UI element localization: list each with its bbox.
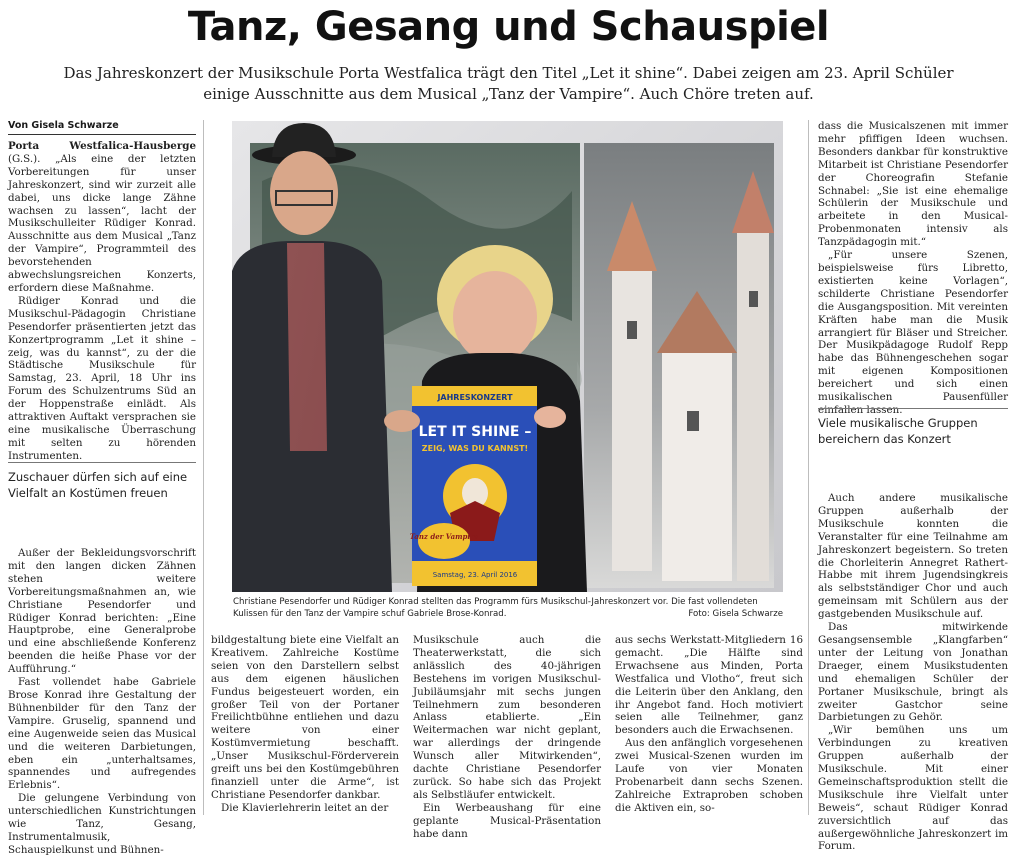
photo-illustration bbox=[232, 121, 783, 592]
article-paragraph: „Für unsere Szenen, beispielsweise fürs Libretto, existierten keine Vorlagen“, schilderte Christiane Pesendorfer die Ausgangsposition. Mit vereinten Kräften habe man die Musik arrangiert für Bläser und Streicher. Der Musikpädagoge Rudolf Repp habe das Bühnengeschehen sogar mit eigenen Kompositionen bereichert und sich einen musikalischen Pausenfüller einfallen lassen. bbox=[818, 249, 1008, 416]
article-paragraph: Rüdiger Konrad und die Musikschul-Pädagogin Christiane Pesendorfer präsentierten jetzt das Konzertprogramm „Let it shine – zeig, was du kannst“, zu der die Städtische Musikschule für Samstag, 23. April, 18 Uhr ins Forum des Schulzentrums Süd an der Hoppenstraße einlädt. Als attraktiven Auftakt versprachen sie eine musikalische Überraschung mit selten zu hörenden Instrumenten. bbox=[8, 294, 196, 462]
article-paragraph: Außer der Bekleidungsvorschrift mit den langen dicken Zähnen stehen weitere Vorbereitungsmaßnahmen an, wie Christiane Pesendorfer und Rüdiger Konrad berichten: „Eine Hauptprobe, eine Generalprobe und eine abschließende Konferenz beenden die heiße Phase vor der Aufführung.“ bbox=[8, 547, 196, 676]
article-paragraph: bildgestaltung biete eine Vielfalt an Kreativem. Zahlreiche Kostüme seien von den Darstellern selbst aus dem eigenen häuslichen Fundus beigesteuert worden, ein großer Teil von der Portaner Freilichtbühne entliehen und dazu weitere von einer Kostümvermietung beschafft. „Unser Musikschul-Förderverein greift uns bei den Kostümgebühren finanziell unter die Arme“, ist Christiane Pesendorfer dankbar. bbox=[211, 634, 399, 801]
headline: Tanz, Gesang und Schauspiel bbox=[187, 4, 830, 50]
location-dateline: Porta Westfalica-Hausberge bbox=[8, 140, 196, 152]
article-column-1-continued bbox=[8, 547, 196, 857]
poster-subtitle: ZEIG, WAS DU KANNST! bbox=[421, 444, 529, 453]
article-paragraph: dass die Musicalszenen mit immer mehr pfiffigen Ideen wuchsen. Besonders dankbar für konstruktive Mitarbeit ist Christiane Pesendorfer der Choreografin Stefanie Schnabel: „Sie ist eine ehemalige Schülerin der Musikschule und arbeitete in den Musical-Probenmonaten intensiv als Tanzpädagogin mit.“ bbox=[818, 120, 1008, 249]
article-paragraph: „Wir bemühen uns um Verbindungen zu kreativen Gruppen außerhalb der Musikschule. Mit einer Gemeinschaftsproduktion stellt die Musikschule ihre Vielfalt unter Beweis“, schaut Rüdiger Konrad zuversichtlich auf das außergewöhnliche Jahreskonzert im Forum. bbox=[818, 724, 1008, 853]
crosshead-costumes: Zuschauer dürfen sich auf eine Vielfalt an Kostümen freuen bbox=[8, 462, 196, 501]
poster-date: Samstag, 23. April 2016 bbox=[432, 571, 518, 579]
poster-header: JAHRESKONZERT bbox=[437, 393, 513, 402]
article-column-2 bbox=[211, 634, 399, 815]
subheadline: Das Jahreskonzert der Musikschule Porta Westfalica trägt den Titel „Let it shine“. Dabei zeigen am 23. April Schüler einige Ausschnitte aus dem Musical „Tanz der Vampire“. Auch Chöre treten auf. bbox=[63, 64, 954, 103]
column-rule bbox=[203, 120, 204, 815]
crosshead-groups: Viele musikalische Gruppen bereichern das Konzert bbox=[818, 408, 1008, 447]
paragraph-text: (G.S.). „Als eine der letzten Vorbereitungen für unser Jahreskonzert, sind wir zurzeit alle dabei, uns dicke lange Zähne wachsen zu lassen“, lacht der Musikschulleiter Rüdiger Konrad. Ausschnitte aus dem Musical „Tanz der Vampire“, Programmteil des bevorstehenden abwechslungsreichen Konzerts, erfordern diese Maßnahme. bbox=[8, 152, 196, 294]
photo-caption bbox=[233, 596, 783, 620]
article-column-1 bbox=[8, 140, 196, 463]
byline: Von Gisela Schwarze bbox=[8, 120, 196, 135]
article-photo bbox=[232, 121, 783, 592]
article-paragraph: Das mitwirkende Gesangsensemble „Klangfarben“ unter der Leitung von Jonathan Draeger, einem Musikstudenten und ehemaligen Schüler der Portaner Musikschule, bringt als zweiter Gastchor seine Darbietungen zu Gehör. bbox=[818, 621, 1008, 724]
article-column-5 bbox=[818, 120, 1008, 417]
column-rule bbox=[808, 120, 809, 815]
article-paragraph: Musikschule auch die Theaterwerkstatt, die sich anlässlich des 40-jährigen Bestehens im vorigen Musikschul-Jubiläumsjahr mit sechs jungen Teilnehmern zum besonderen Anlass etablierte. „Ein Weitermachen war nicht geplant, war allerdings der dringende Wunsch aller Mitwirkenden“, dachte Christiane Pesendorfer zurück. So habe sich das Projekt als Selbstläufer entwickelt. bbox=[413, 634, 601, 801]
poster-musical: Tanz der Vampire bbox=[409, 532, 479, 541]
article-paragraph: aus sechs Werkstatt-Mitgliedern 16 gemacht. „Die Hälfte sind Erwachsene aus Minden, Porta Westfalica und Vlotho“, freut sich die Leiterin über den Anklang, den ihr Angebot fand. Hoch motiviert seien alle Teilnehmer, ganz besonders auch die Erwachsenen. bbox=[615, 634, 803, 737]
article-paragraph: Ein Werbeaushang für eine geplante Musical-Präsentation habe dann bbox=[413, 801, 601, 840]
article-column-5-continued bbox=[818, 492, 1008, 853]
article-paragraph: Die Klavierlehrerin leitet an der bbox=[221, 801, 389, 814]
article-column-3 bbox=[413, 634, 601, 841]
article-paragraph bbox=[8, 140, 196, 295]
article-paragraph: Auch andere musikalische Gruppen außerhalb der Musikschule konnten die Veranstalter für eine Teilnahme am Jahreskonzert begeistern. So treten die Chorleiterin Annegret Rathert-Habbe mit ihrem Jugendsingkreis als selbstständiger Chor und auch gemeinsam mit Schülern aus der gastgebenden Musikschule auf. bbox=[818, 492, 1008, 621]
article-paragraph: Aus den anfänglich vorgesehenen zwei Musical-Szenen wurden im Laufe von vier Monaten Probenarbeit dann sechs Szenen. Zahlreiche Extraproben schoben die Aktiven ein, so- bbox=[615, 737, 803, 814]
concert-poster bbox=[410, 386, 537, 586]
photo-credit: Foto: Gisela Schwarze bbox=[688, 609, 783, 619]
article-paragraph: Fast vollendet habe Gabriele Brose Konrad ihre Gestaltung der Bühnenbilder für den Tanz der Vampire. Gruselig, spannend und eine Augenweide seien das Musical und die weiteren Darbietungen, eben ein „unterhaltsames, spannendes und aufregendes Erlebnis“. bbox=[8, 676, 196, 792]
article-column-4 bbox=[615, 634, 803, 815]
poster-title: LET IT SHINE – bbox=[418, 424, 532, 440]
caption-text: Christiane Pesendorfer und Rüdiger Konrad stellten das Programm fürs Musikschul-Jahreskonzert vor. Die fast vollendeten Kulissen für den Tanz der Vampire schuf Gabriele Brose-Konrad. bbox=[233, 597, 758, 619]
article-paragraph: Die gelungene Verbindung von unterschiedlichen Kunstrichtungen wie Tanz, Gesang, Instrumentalmusik, Schauspielkunst und Bühnen- bbox=[8, 792, 196, 856]
